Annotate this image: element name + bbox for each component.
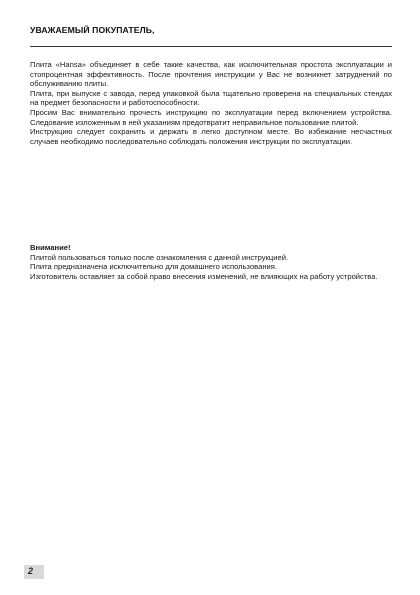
heading-divider [30,46,392,47]
intro-section [30,60,392,146]
intro-paragraph: Плита, при выпуске с завода, перед упаковкой была тщательно проверена на специальных стендах на предмет безопасности и работоспособности. [30,88,392,108]
intro-paragraph: Инструкцию следует сохранить и держать в легко доступном месте. Во избежание несчастных случаев необходимо последовательно соблюдать положения инструкции по эксплуатации. [30,127,392,146]
notice-paragraph: Плитой пользоваться только после ознакомления с данной инструкцией. [30,252,289,262]
page-number-tab [24,565,44,579]
page-number: 2 [28,566,34,576]
notice-paragraph: Плита предназначена исключительно для домашнего использования. [30,262,277,272]
page-heading: УВАЖАЕМЫЙ ПОКУПАТЕЛЬ, [30,25,155,35]
notice-title: Внимание! [30,243,71,252]
intro-paragraph: Плита «Hansa» объединяет в себе такие качества, как исключительная простота эксплуатации и стопроцентная эффективность. После прочтения инструкции у Вас не возникнет затруднений по обслуживанию плиты. [30,60,392,89]
notice-paragraph: Изготовитель оставляет за собой право внесения изменений, не влияющих на работу устройства. [30,271,378,281]
notice-section [30,243,392,281]
intro-paragraph: Просим Вас внимательно прочесть инструкцию по эксплуатации перед включением устройства. Следование изложенным в ней указаниям предотвратит неправильное пользование плитой. [30,107,392,127]
